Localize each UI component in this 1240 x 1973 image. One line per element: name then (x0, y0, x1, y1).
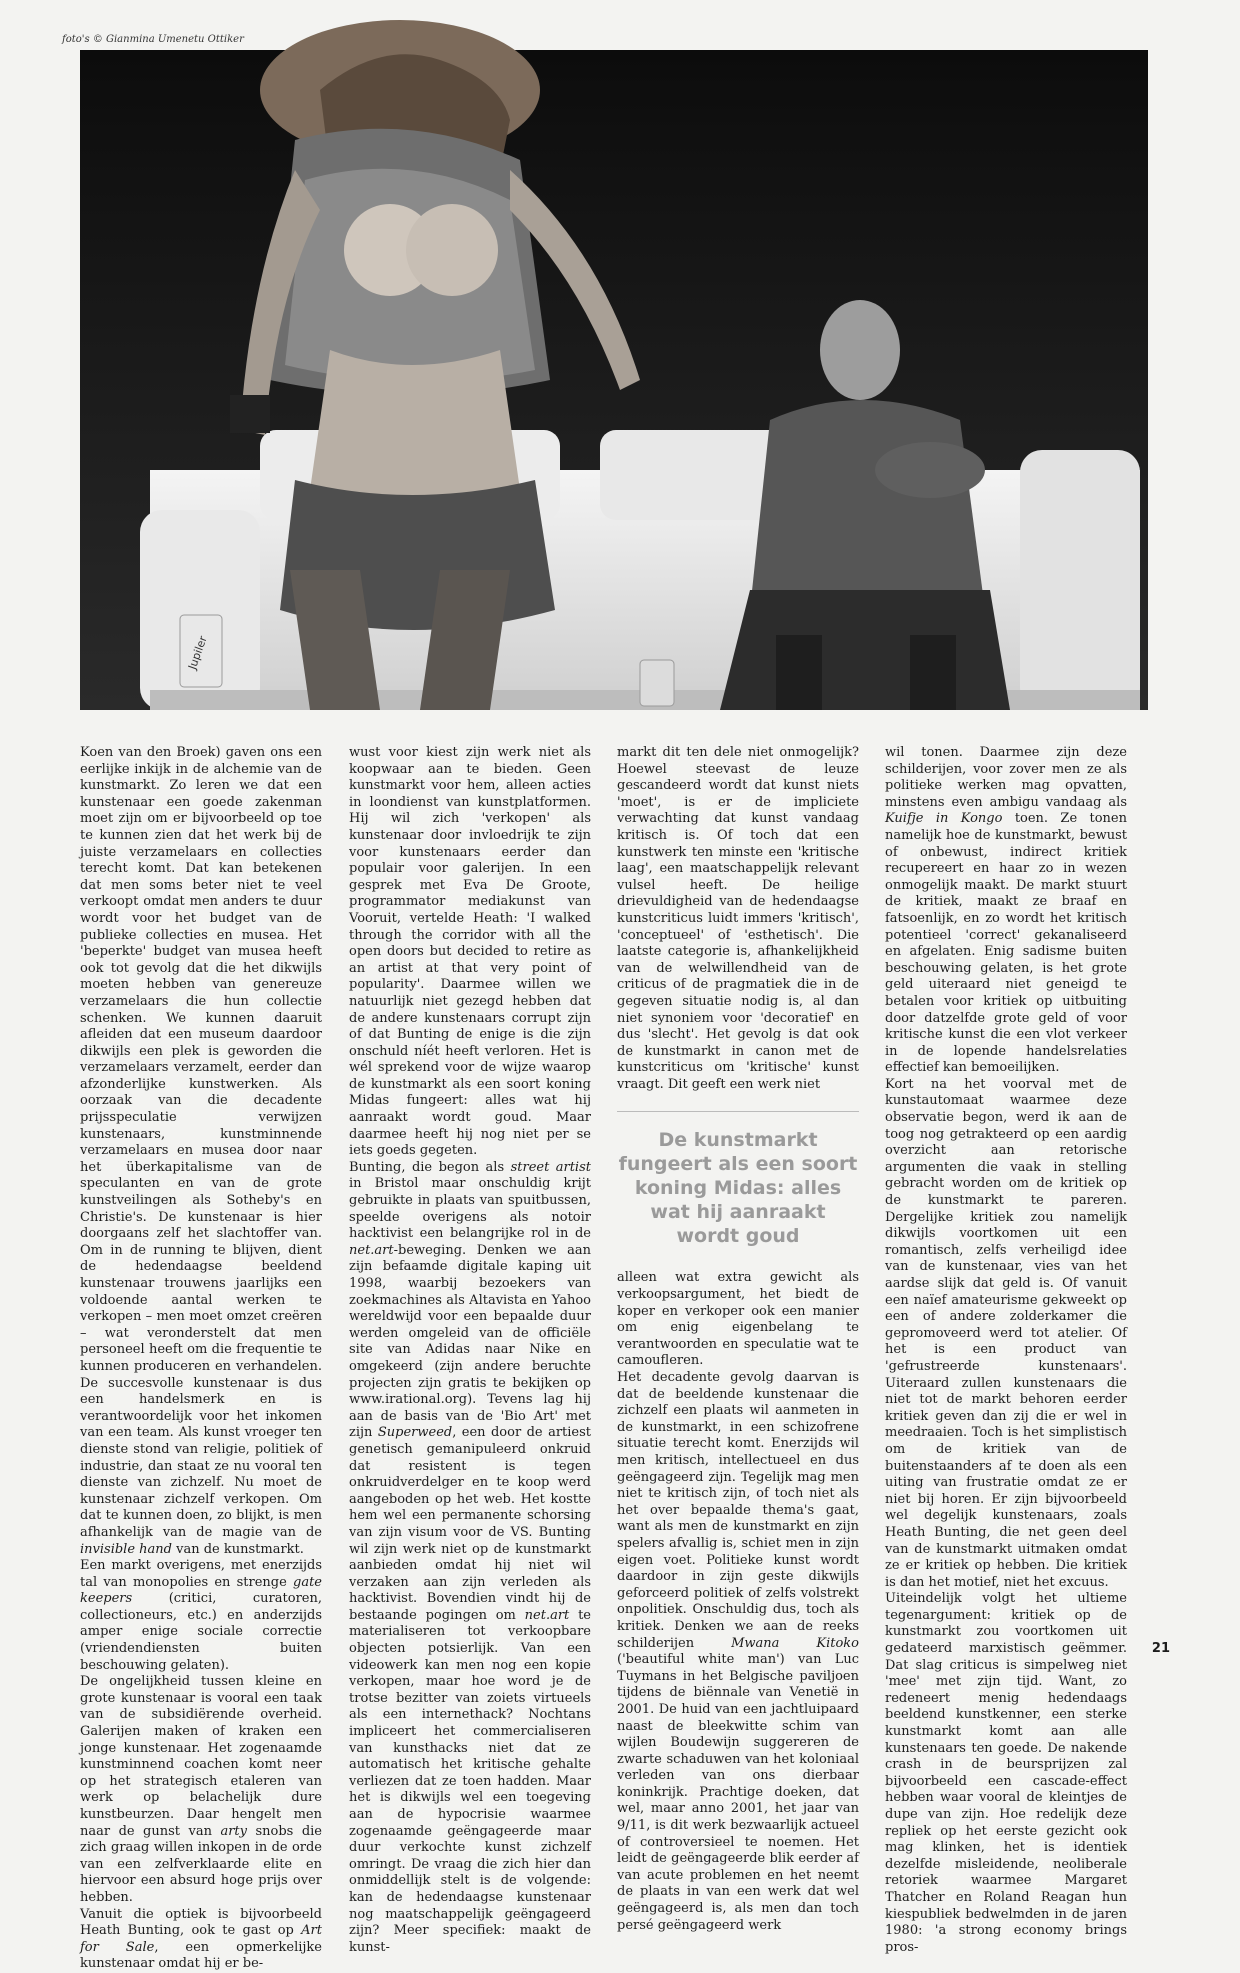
article-column-1 (80, 745, 323, 1972)
paragraph: Een markt overigens, met enerzijds tal van monopolies en strenge gate keepers (critici, curatoren, collectioneurs, etc.) en anderzijds amper enige sociale correctie (vriendendiensten buiten beschouwing gelaten). (80, 1558, 322, 1673)
article-photo (80, 50, 1148, 710)
paragraph: alleen wat extra gewicht als verkoopsargument, het biedt de koper en verkoper ook een manier om enig eigenbelang te verantwoorden en speculatie wat te camoufleren. (617, 1270, 859, 1369)
paragraph: Koen van den Broek) gaven ons een eerlijke inkijk in de alchemie van de kunstmarkt. Zo leren we dat een kunstenaar een goede zakenman moet zijn om er bijvoorbeeld op toe te kunnen zien dat het werk bij de juiste verzamelaars en collecties terecht komt. Dat kan betekenen dat men soms beter niet te veel verkoopt omdat men anders te duur wordt voor het budget van de publieke collecties en musea. Het 'beperkte' budget van musea heeft ook tot gevolg dat die het dikwijls moeten hebben van genereuze verzamelaars die hun collectie schenken. We kunnen daaruit afleiden dat een museum daardoor dikwijls een plek is geworden die verzamelaars verzamelt, eerder dan afzonderlijke kunstwerken. Als oorzaak van die decadente prijsspeculatie verwijzen kunstenaars, kunstminnende verzamelaars en musea door naar het überkapitalisme van de speculanten en van de grote kunstveilingen als Sotheby's en Christie's. De kunstenaar is hier doorgaans zelf het slachtoffer van. Om in de running te blijven, dient de hedendaagse beeldend kunstenaar trouwens jaarlijks een voldoende aantal werken te verkopen – men moet omzet creëren – wat veronderstelt dat men personeel heeft om die frequentie te kunnen produceren en verhandelen. De succesvolle kunstenaar is dus een handelsmerk en is verantwoordelijk voor het inkomen van een team. Als kunst vroeger ten dienste stond van religie, politiek of industrie, dan staat ze nu vooral ten dienste van zichzelf. Nu moet de kunstenaar zichzelf verkopen. Om dat te kunnen doen, zo blijkt, is men afhankelijk van de magie van de invisible hand van de kunstmarkt. (80, 745, 322, 1557)
article-column-3 (617, 745, 859, 1933)
paragraph: Het decadente gevolg daarvan is dat de beeldende kunstenaar die zichzelf een plaats wil aanmeten in de kunstmarkt, in een schizofrene situatie terecht komt. Enerzijds wil men kritisch, intellectueel en dus geëngageerd zijn. Tegelijk mag men niet te kritisch zijn, of toch niet als het over bepaalde thema's gaat, want als men de kunstmarkt en zijn spelers afvallig is, schiet men in zijn eigen voet. Politieke kunst wordt daardoor in zijn geste dikwijls geforceerd politiek of zelfs volstrekt onpolitiek. Onschuldig dus, toch als kritiek. Denken we aan de reeks schilderijen Mwana Kitoko ('beautiful white man') van Luc Tuymans in het Belgische paviljoen tijdens de biënnale van Venetië in 2001. De huid van een jachtluipaard naast de bleekwitte schim van wijlen Boudewijn suggereren de zwarte schaduwen van het koloniaal verleden van ons dierbaar koninkrijk. Prachtige doeken, dat wel, maar anno 2001, het jaar van 9/11, is dit werk bezwaarlijk actueel of controversieel te noemen. Het leidt de geëngageerde blik eerder af van acute problemen en het neemt de plaats in van een werk dat wel geëngageerd is, als men dan toch persé geëngageerd werk (617, 1370, 859, 1933)
paragraph: wil tonen. Daarmee zijn deze schilderijen, voor zover men ze als politieke werken mag opvatten, minstens even ambigu vandaag als Kuifje in Kongo toen. Ze tonen namelijk hoe de kunstmarkt, bewust of onbewust, indirect kritiek recupereert en haar zo in wezen onmogelijk maakt. De markt stuurt de kritiek, maakt ze braaf en fatsoenlijk, en zo wordt het kritisch potentieel 'correct' gekanaliseerd en afgelaten. Enig sadisme buiten beschouwing gelaten, is het grote geld uiteraard niet geneigd te betalen voor kritiek op uitbuiting door datzelfde grote geld of voor kritische kunst die een vlot verkeer in de lopende handelsrelaties effectief kan bemoeilijken. (885, 745, 1127, 1076)
page-number: 21 (1151, 1641, 1170, 1656)
paragraph: Bunting, die begon als street artist in Bristol maar onschuldig krijt gebruikte in plaats van spuitbussen, speelde overigens als notoir hacktivist een belangrijke rol in de net.art-beweging. Denken we aan zijn befaamde digitale kaping uit 1998, waarbij bezoekers van zoekmachines als Altavista en Yahoo wereldwijd voor een bepaalde duur werden omgeleid van de officiële site van Adidas naar Nike en omgekeerd (zijn andere beruchte projecten zijn gratis te bekijken op www.irational.org). Tevens lag hij aan de basis van de 'Bio Art' met zijn Superweed, een door de artiest genetisch gemanipuleerd onkruid dat resistent is tegen onkruidverdelger en te koop werd aangeboden op het web. Het kostte hem wel een permanente schorsing van zijn visum voor de VS. Bunting wil zijn werk niet op de kunstmarkt aanbieden omdat hij niet wil verzaken aan zijn verleden als hacktivist. Bovendien vindt hij de bestaande pogingen om net.art te materialiseren tot verkoopbare objecten potsierlijk. Van een videowerk kan men nog een kopie verkopen, maar hoe word je de trotse bezitter van zoiets virtueels als een internethack? Nochtans impliceert het commercialiseren van kunsthacks niet dat ze automatisch het kritische gehalte verliezen dat ze toen hadden. Maar het is dikwijls wel een toegeving aan de hypocrisie waarmee zogenaamde geëngageerde maar duur verkochte kunst zichzelf omringt. De vraag die zich hier dan onmiddellijk stelt is de volgende: kan de hedendaagse kunstenaar nog maatschappelijk geëngageerd zijn? Meer specifiek: maakt de kunst- (349, 1159, 592, 1955)
paragraph: wust voor kiest zijn werk niet als koopwaar aan te bieden. Geen kunstmarkt voor hem, alleen acties in loondienst van kunstplatformen. Hij wil zich 'verkopen' als kunstenaar door invloedrijk te zijn voor kunstenaars eerder dan populair voor galerijen. In een gesprek met Eva De Groote, programmator mediakunst van Vooruit, vertelde Heath: 'I walked through the corridor with all the open doors but decided to retire as an artist at that very point of popularity'. Daarmee willen we natuurlijk niet gezegd hebben dat de andere kunstenaars corrupt zijn of dat Bunting de enige is die zijn onschuld níét heeft verloren. Het is wél sprekend voor de wijze waarop de kunstmarkt als een soort koning Midas fungeert: alles wat hij aanraakt wordt goud. Maar daarmee heeft hij nog niet per se iets goeds gegeten. (349, 745, 591, 1159)
stage-scene-illustration (80, 50, 1148, 710)
article-column-4 (885, 745, 1127, 1955)
beer-can-right (640, 660, 674, 706)
paragraph: Kort na het voorval met de kunstautomaat waarmee deze observatie begon, werd ik aan de toog nog getrakteerd op een aardig overzicht aan retorische argumenten die vaak in stelling gebracht worden om de kritiek op de kunstmarkt te pareren. Dergelijke kritiek zou namelijk dikwijls voortkomen uit een romantisch, zelfs verheiligd idee van de kunstenaar, vies van het aardse slijk dat geld is. Of vanuit een naïef amateurisme gekweekt op een of andere zolderkamer die gepromoveerd werd tot atelier. Of het is een product van 'gefrustreerde kunstenaars'. Uiteraard zullen kunstenaars die niet tot de markt behoren eerder kritiek geven dan zij die er wel in meedraaien. Toch is het simplistisch om de kritiek van de buitenstaanders af te doen als een uiting van frustratie omdat ze er niet bij horen. Er zijn bijvoorbeeld wel degelijk kunstenaars, zoals Heath Bunting, die net geen deel van de kunstmarkt uitmaken omdat ze er kritiek op hebben. Die kritiek is dan het motief, niet het excuus. (885, 1076, 1127, 1590)
paragraph: Uiteindelijk volgt het ultieme tegenargument: kritiek op de kunstmarkt zou voortkomen uit gedateerd marxistisch geëmmer. Dat slag criticus is simpelweg niet 'mee' met zijn tijd. Want, zo redeneert menig hedendaags beeldend kunstkenner, een sterke kunstmarkt komt aan alle kunstenaars ten goede. De nakende crash in de beursprijzen zal bijvoorbeeld een cascade-effect hebben waar vooral de kleintjes de dupe van zijn. Hoe redelijk deze repliek op het eerste gezicht ook mag klinken, het is identiek dezelfde misleidende, neoliberale retoriek waarmee Margaret Thatcher en Roland Reagan hun kiespubliek bedwelmden in de jaren 1980: 'a strong economy brings pros- (885, 1591, 1127, 1955)
paragraph: De ongelijkheid tussen kleine en grote kunstenaar is vooral een taak van de subsidiërende overheid. Galerijen maken of kraken een jonge kunstenaar. Het zogenaamde kunstminnend coachen komt neer op het strategisch etaleren van werk op belachelijk dure kunstbeurzen. Daar hengelt men naar de gunst van arty snobs die zich graag willen inkopen in de orde van een zelfverklaarde elite en hiervoor een absurd hoge prijs over hebben. (80, 1674, 322, 1905)
can-label: Jupiler (185, 634, 210, 672)
article-column-2 (349, 745, 592, 1955)
paragraph: markt dit ten dele niet onmogelijk? Hoewel steevast de leuze gescandeerd wordt dat kunst niets 'moet', is er de impliciete verwachting dat kunst vandaag kritisch is. Of toch dat een kunstwerk ten minste een 'kritische laag', een maatschappelijk relevant vulsel heeft. De heilige drievuldigheid van de hedendaagse kunstcriticus luidt immers 'kritisch', 'conceptueel' of 'esthetisch'. Die laatste categorie is, afhankelijkheid van de welwillendheid van de criticus of de pragmatiek die in de gegeven situatie nodig is, al dan niet synoniem voor 'decoratief' en dus 'slecht'. Het gevolg is dat ook de kunstmarkt in canon met de kunstcriticus om 'kritische' kunst vraagt. Dit geeft een werk niet (617, 745, 859, 1092)
beer-can-left (180, 615, 222, 687)
paragraph: Vanuit die optiek is bijvoorbeeld Heath Bunting, ook te gast op Art for Sale, een opmerkelijke kunstenaar omdat hij er be- (80, 1906, 323, 1972)
pull-quote: De kunstmarkt fungeert als een soort koning Midas: alles wat hij aanraakt wordt goud (617, 1111, 859, 1248)
photo-credit: foto's © Gianmina Umenetu Ottiker (62, 34, 244, 45)
